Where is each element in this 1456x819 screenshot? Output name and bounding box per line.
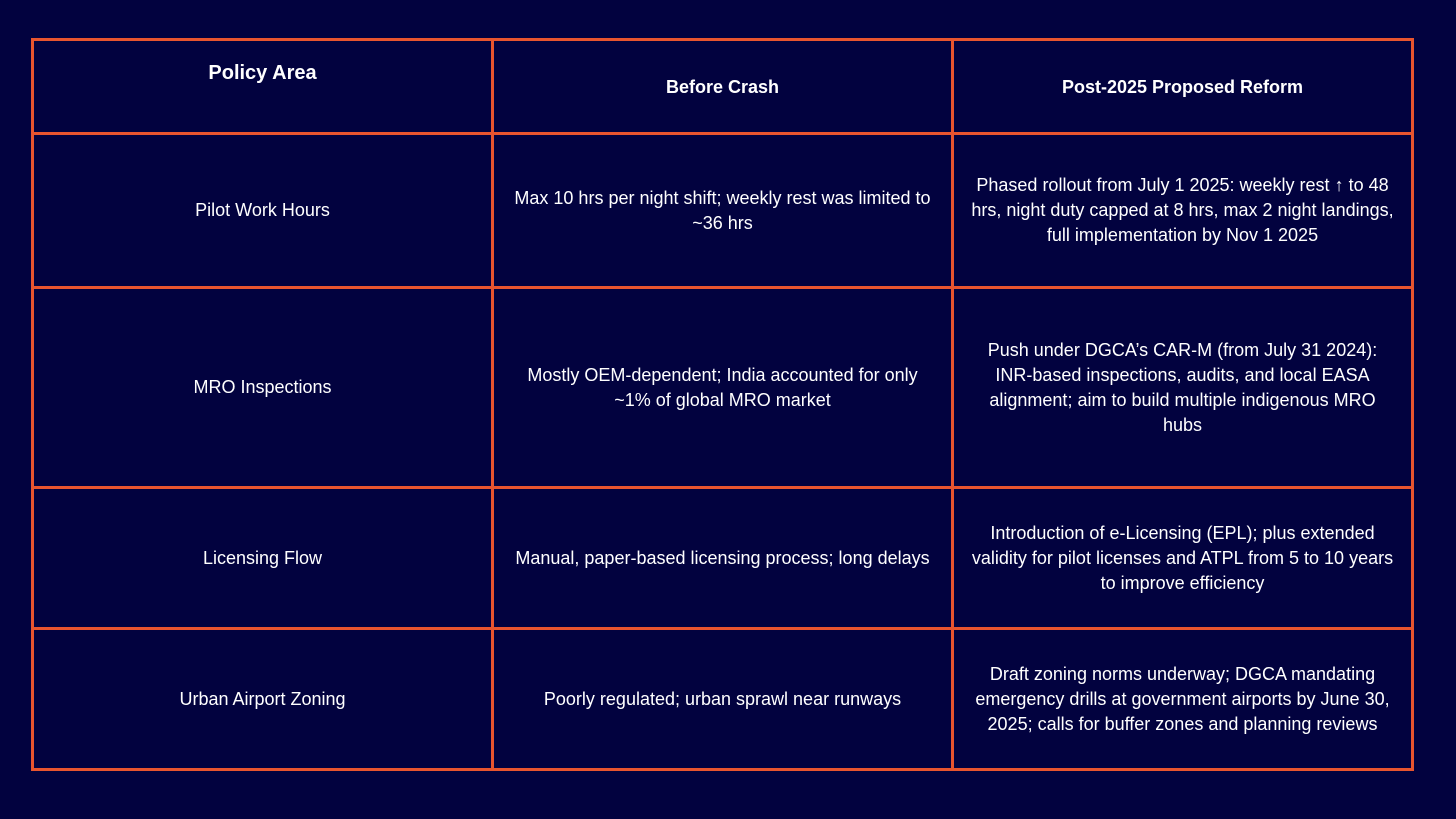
header-before-crash: Before Crash (493, 40, 953, 134)
table-row (33, 288, 1413, 488)
before-crash-cell: Poorly regulated; urban sprawl near runways (493, 629, 953, 770)
policy-comparison-table (31, 38, 1414, 771)
before-crash-cell: Max 10 hrs per night shift; weekly rest was limited to ~36 hrs (493, 134, 953, 288)
reform-cell: Draft zoning norms underway; DGCA mandating emergency drills at government airports by June 30, 2025; calls for buffer zones and planning reviews (953, 629, 1413, 770)
header-proposed-reform: Post-2025 Proposed Reform (953, 40, 1413, 134)
policy-area-cell: Licensing Flow (33, 488, 493, 629)
reform-cell: Introduction of e-Licensing (EPL); plus extended validity for pilot licenses and ATPL from 5 to 10 years to improve efficiency (953, 488, 1413, 629)
table-header-row (33, 40, 1413, 134)
policy-area-cell: Pilot Work Hours (33, 134, 493, 288)
reform-cell: Phased rollout from July 1 2025: weekly rest ↑ to 48 hrs, night duty capped at 8 hrs, max 2 night landings, full implementation by Nov 1 2025 (953, 134, 1413, 288)
policy-area-cell: Urban Airport Zoning (33, 629, 493, 770)
reform-cell: Push under DGCA’s CAR-M (from July 31 2024): INR-based inspections, audits, and local EASA alignment; aim to build multiple indigenous MRO hubs (953, 288, 1413, 488)
header-policy-area: Policy Area (33, 40, 493, 134)
before-crash-cell: Manual, paper-based licensing process; long delays (493, 488, 953, 629)
table-row (33, 629, 1413, 770)
table-row (33, 488, 1413, 629)
policy-area-cell: MRO Inspections (33, 288, 493, 488)
table-row (33, 134, 1413, 288)
before-crash-cell: Mostly OEM-dependent; India accounted for only ~1% of global MRO market (493, 288, 953, 488)
